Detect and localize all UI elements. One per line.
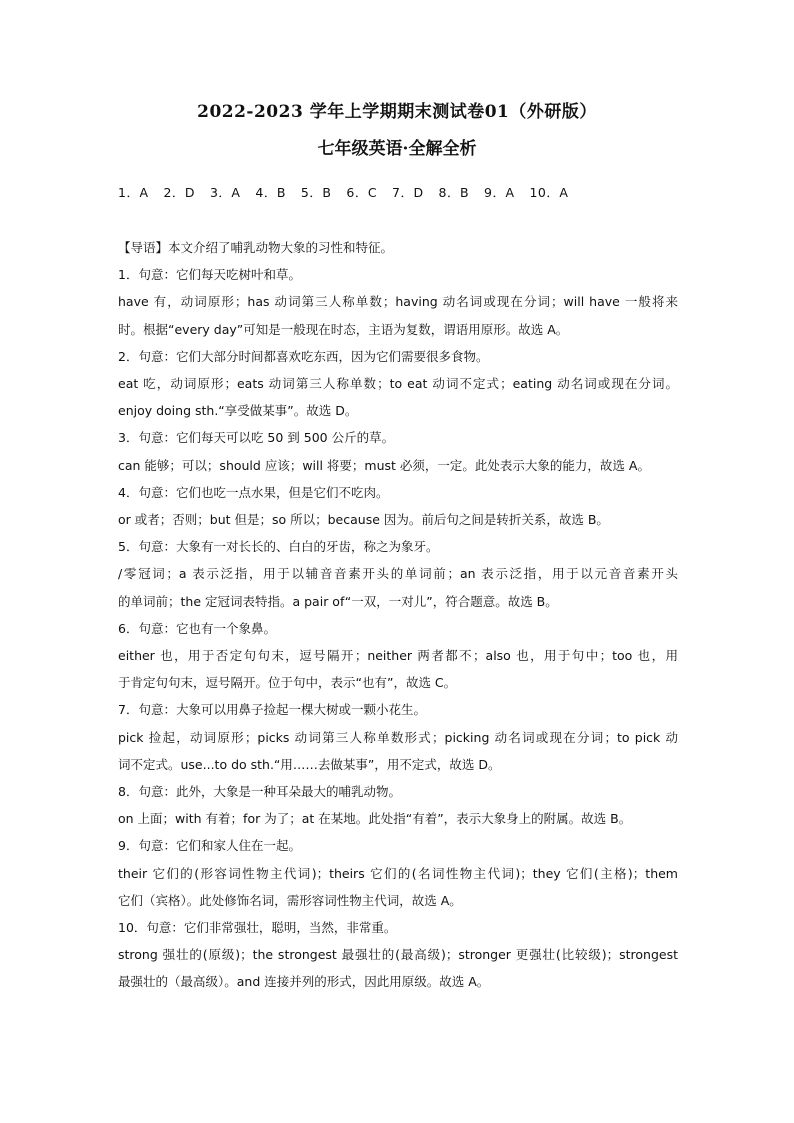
question-heading: 6．句意：它也有一个象鼻。 [118,620,276,636]
explanation-line: /零冠词；a 表示泛指，用于以辅音音素开头的单词前；an 表示泛指，用于以元音音素开头 [118,566,678,582]
explanation-line: have 有，动词原形；has 动词第三人称单数；having 动名词或现在分词；will have 一般将来 [118,294,678,310]
question-heading: 2．句意：它们大部分时间都喜欢吃东西，因为它们需要很多食物。 [118,348,489,364]
explanation-line: on 上面；with 有着；for 为了；at 在某地。此处指“有着”，表示大象身上的附属。故选 B。 [118,811,632,827]
explanation-line: 于肯定句句末，逗号隔开。位于句中，表示“也有”，故选 C。 [118,675,457,691]
question-heading: 3．句意：它们每天可以吃 50 到 500 公斤的草。 [118,430,395,446]
question-heading: 1．句意：它们每天吃树叶和草。 [118,267,301,283]
question-heading: 7．句意：大象可以用鼻子捡起一棵大树或一颗小花生。 [118,702,426,718]
explanation-line: 最强壮的（最高级）。and 连接并列的形式，因此用原级。故选 A。 [118,974,490,990]
explanation-line: 它们（宾格）。此处修饰名词，需形容词性物主代词，故选 A。 [118,892,462,908]
explanation-line: or 或者；否则；but 但是；so 所以；because 因为。前后句之间是转折关系，故选 B。 [118,512,609,528]
explanation-line: 的单词前；the 定冠词表特指。a pair of“一双，一对儿”，符合题意。故选 B。 [118,593,558,609]
document-title: 2022-2023 学年上学期期末测试卷01（外研版） [197,102,597,122]
explanation-line: enjoy doing sth.“享受做某事”。故选 D。 [118,403,358,419]
explanation-line: 词不定式。use...to do sth.“用……去做某事”，用不定式，故选 D。 [118,756,501,772]
intro-line: 【导语】本文介绍了哺乳动物大象的习性和特征。 [118,240,394,255]
explanation-line: either 也，用于否定句句末，逗号隔开；neither 两者都不；also 也，用于句中；too 也，用 [118,648,678,664]
explanation-line: strong 强壮的(原级)；the strongest 最强壮的(最高级)；stronger 更强壮(比较级)；strongest [118,947,678,963]
question-heading: 5．句意：大象有一对长长的、白白的牙齿，称之为象牙。 [118,539,439,555]
question-heading: 10．句意：它们非常强壮，聪明，当然，非常重。 [118,920,397,936]
explanation-line: 时。根据“every day”可知是一般现在时态，主语为复数，谓语用原形。故选 A。 [118,321,569,337]
explanation-line: pick 捡起，动词原形；picks 动词第三人称单数形式；picking 动名词或现在分词；to pick 动 [118,729,678,745]
question-heading: 4．句意：它们也吃一点水果，但是它们不吃肉。 [118,484,389,500]
question-heading: 9．句意：它们和家人住在一起。 [118,838,301,854]
explanation-body [118,234,678,996]
answer-key: 1．A 2．D 3．A 4．B 5．B 6．C 7．D 8．B 9．A 10．A [118,185,569,200]
explanation-line: eat 吃，动词原形；eats 动词第三人称单数；to eat 动词不定式；eating 动名词或现在分词。 [118,376,678,392]
question-heading: 8．句意：此外，大象是一种耳朵最大的哺乳动物。 [118,784,401,800]
explanation-line: can 能够；可以；should 应该；will 将要；must 必须，一定。此处表示大象的能力，故选 A。 [118,457,650,473]
explanation-line: their 它们的(形容词性物主代词)；theirs 它们的(名词性物主代词)；they 它们(主格)；them [118,865,678,881]
document-subtitle: 七年级英语·全解全析 [317,139,477,159]
